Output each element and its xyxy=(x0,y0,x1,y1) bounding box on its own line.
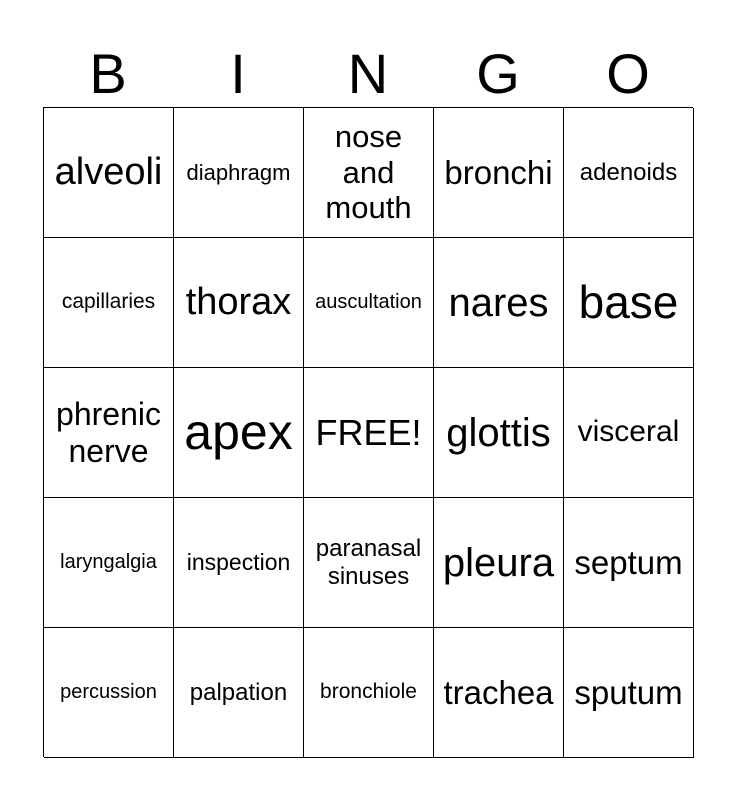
bingo-cell[interactable]: adenoids xyxy=(564,108,694,238)
bingo-cell[interactable]: sputum xyxy=(564,628,694,758)
header-letter-n: N xyxy=(347,42,389,105)
bingo-board xyxy=(43,107,693,757)
bingo-header xyxy=(43,42,693,106)
bingo-cell[interactable]: phrenic nerve xyxy=(44,368,174,498)
bingo-cell[interactable]: visceral xyxy=(564,368,694,498)
header-letter-i: I xyxy=(230,42,246,105)
bingo-cell[interactable]: capillaries xyxy=(44,238,174,368)
bingo-cell free-space[interactable]: FREE! xyxy=(304,368,434,498)
bingo-cell[interactable]: thorax xyxy=(174,238,304,368)
bingo-cell[interactable]: glottis xyxy=(434,368,564,498)
header-letter-o: O xyxy=(606,42,650,105)
bingo-cell[interactable]: inspection xyxy=(174,498,304,628)
bingo-cell[interactable]: laryngalgia xyxy=(44,498,174,628)
bingo-cell[interactable]: bronchiole xyxy=(304,628,434,758)
bingo-cell[interactable]: apex xyxy=(174,368,304,498)
bingo-cell[interactable]: septum xyxy=(564,498,694,628)
bingo-cell[interactable]: pleura xyxy=(434,498,564,628)
header-letter-b: B xyxy=(89,42,127,105)
bingo-cell[interactable]: alveoli xyxy=(44,108,174,238)
bingo-cell[interactable]: trachea xyxy=(434,628,564,758)
bingo-cell[interactable]: nose and mouth xyxy=(304,108,434,238)
bingo-cell[interactable]: nares xyxy=(434,238,564,368)
bingo-cell[interactable]: auscultation xyxy=(304,238,434,368)
bingo-cell[interactable]: base xyxy=(564,238,694,368)
bingo-cell[interactable]: bronchi xyxy=(434,108,564,238)
bingo-cell[interactable]: percussion xyxy=(44,628,174,758)
bingo-cell[interactable]: diaphragm xyxy=(174,108,304,238)
bingo-cell[interactable]: palpation xyxy=(174,628,304,758)
bingo-cell[interactable]: paranasal sinuses xyxy=(304,498,434,628)
header-letter-g: G xyxy=(476,42,520,105)
